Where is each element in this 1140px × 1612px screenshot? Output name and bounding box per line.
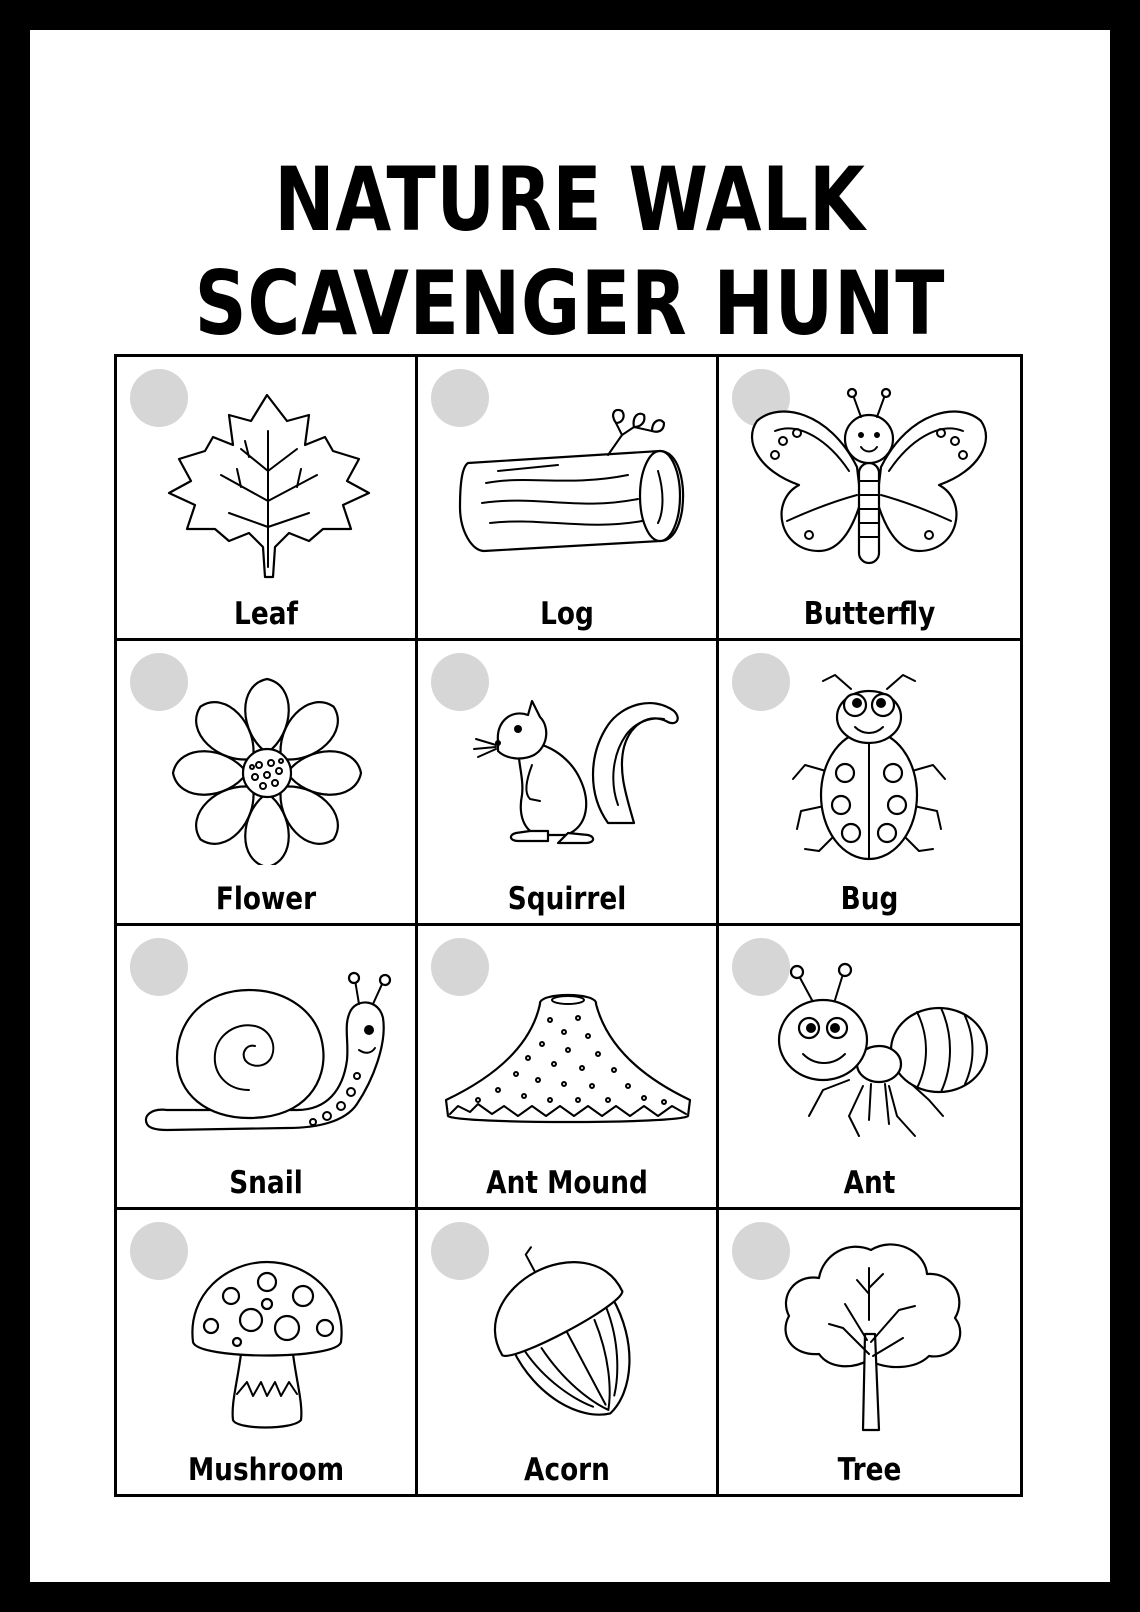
page-title <box>127 148 1013 356</box>
snail-icon <box>137 940 397 1150</box>
item-label: Tree <box>837 1452 902 1488</box>
scavenger-hunt-grid <box>114 354 1023 1497</box>
squirrel-icon <box>438 655 698 865</box>
hunt-item-mushroom <box>117 1210 418 1494</box>
hunt-item-squirrel <box>418 641 719 925</box>
ladybug-icon <box>739 655 999 865</box>
title-line-1: NATURE WALK <box>274 148 866 251</box>
log-icon <box>438 371 698 581</box>
worksheet-page <box>30 30 1110 1582</box>
item-label: Bug <box>840 880 899 917</box>
hunt-item-flower <box>117 641 418 925</box>
item-label: Acorn <box>524 1452 610 1488</box>
item-label: Snail <box>229 1164 303 1201</box>
flower-icon <box>137 655 397 865</box>
hunt-item-butterfly <box>719 357 1020 641</box>
hunt-item-snail <box>117 926 418 1210</box>
mushroom-icon <box>137 1224 397 1434</box>
item-label: Ant <box>843 1164 896 1201</box>
item-label: Mushroom <box>187 1452 345 1488</box>
title-line-2: SCAVENGER HUNT <box>194 252 946 355</box>
item-label: Leaf <box>234 596 298 633</box>
hunt-item-log <box>418 357 719 641</box>
hunt-item-tree <box>719 1210 1020 1494</box>
hunt-item-ant-mound <box>418 926 719 1210</box>
hunt-item-bug <box>719 641 1020 925</box>
item-label: Flower <box>215 880 317 917</box>
ant-icon <box>739 940 999 1150</box>
leaf-icon <box>137 371 397 581</box>
hunt-item-leaf <box>117 357 418 641</box>
hunt-item-acorn <box>418 1210 719 1494</box>
tree-icon <box>739 1224 999 1434</box>
item-label: Log <box>540 596 594 633</box>
acorn-icon <box>438 1224 698 1434</box>
hunt-item-ant <box>719 926 1020 1210</box>
item-label: Butterfly <box>803 596 936 633</box>
item-label: Squirrel <box>507 880 627 917</box>
ant-mound-icon <box>438 940 698 1150</box>
butterfly-icon <box>739 371 999 581</box>
item-label: Ant Mound <box>486 1164 648 1201</box>
